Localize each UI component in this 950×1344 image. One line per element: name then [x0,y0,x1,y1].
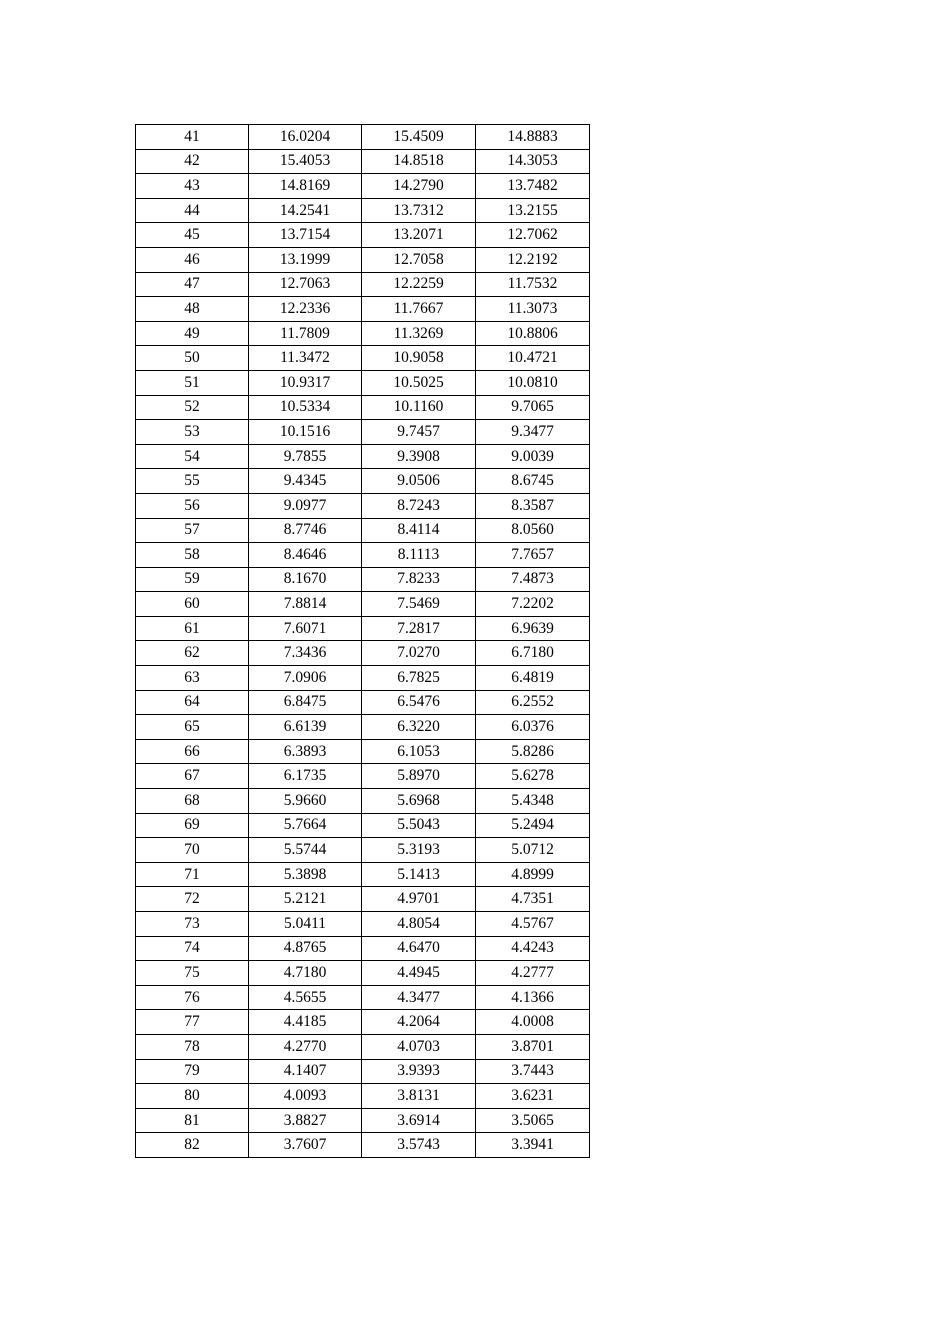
value-cell: 10.1516 [249,420,362,445]
value-cell: 7.3436 [249,641,362,666]
value-cell: 10.4721 [476,346,590,371]
value-cell: 14.8518 [362,149,476,174]
value-cell: 6.3220 [362,715,476,740]
value-cell: 15.4509 [362,125,476,150]
table-row [136,543,590,568]
value-cell: 7.2202 [476,592,590,617]
value-cell: 5.6968 [362,789,476,814]
row-index-cell: 79 [136,1059,249,1084]
table-row [136,912,590,937]
value-cell: 4.0008 [476,1010,590,1035]
value-cell: 4.1366 [476,985,590,1010]
value-cell: 4.2064 [362,1010,476,1035]
value-cell: 3.5065 [476,1108,590,1133]
value-cell: 5.4348 [476,789,590,814]
table-row [136,1133,590,1158]
row-index-cell: 63 [136,666,249,691]
value-cell: 9.7065 [476,395,590,420]
row-index-cell: 55 [136,469,249,494]
table-row [136,518,590,543]
table-row [136,1059,590,1084]
value-cell: 4.8054 [362,912,476,937]
value-cell: 4.8765 [249,936,362,961]
value-cell: 5.3193 [362,838,476,863]
value-cell: 5.2494 [476,813,590,838]
value-cell: 12.7063 [249,272,362,297]
value-cell: 4.1407 [249,1059,362,1084]
value-cell: 4.9701 [362,887,476,912]
row-index-cell: 42 [136,149,249,174]
table-row [136,1010,590,1035]
value-cell: 11.7532 [476,272,590,297]
table-row [136,838,590,863]
value-cell: 7.4873 [476,567,590,592]
value-cell: 3.7443 [476,1059,590,1084]
table-row [136,420,590,445]
value-cell: 10.9317 [249,370,362,395]
value-cell: 11.7667 [362,297,476,322]
row-index-cell: 48 [136,297,249,322]
value-cell: 5.0712 [476,838,590,863]
row-index-cell: 51 [136,370,249,395]
row-index-cell: 46 [136,247,249,272]
table-row [136,862,590,887]
table-row [136,813,590,838]
row-index-cell: 47 [136,272,249,297]
row-index-cell: 64 [136,690,249,715]
row-index-cell: 43 [136,174,249,199]
value-cell: 7.2817 [362,616,476,641]
value-cell: 14.8169 [249,174,362,199]
value-cell: 7.8233 [362,567,476,592]
table-row [136,961,590,986]
table-row [136,297,590,322]
value-cell: 4.5767 [476,912,590,937]
value-cell: 4.2770 [249,1034,362,1059]
value-cell: 7.0906 [249,666,362,691]
table-row [136,567,590,592]
value-cell: 5.0411 [249,912,362,937]
row-index-cell: 82 [136,1133,249,1158]
value-cell: 5.7664 [249,813,362,838]
value-cell: 5.9660 [249,789,362,814]
table-row [136,272,590,297]
row-index-cell: 72 [136,887,249,912]
row-index-cell: 59 [136,567,249,592]
row-index-cell: 75 [136,961,249,986]
value-cell: 9.7457 [362,420,476,445]
value-cell: 15.4053 [249,149,362,174]
table-row [136,247,590,272]
table-row [136,739,590,764]
value-cell: 9.4345 [249,469,362,494]
row-index-cell: 81 [136,1108,249,1133]
table-row [136,444,590,469]
value-cell: 10.0810 [476,370,590,395]
value-cell: 13.7312 [362,198,476,223]
value-cell: 12.2192 [476,247,590,272]
value-cell: 4.4945 [362,961,476,986]
table-row [136,346,590,371]
table-row [136,690,590,715]
value-cell: 3.9393 [362,1059,476,1084]
data-table [135,124,590,1158]
row-index-cell: 71 [136,862,249,887]
row-index-cell: 54 [136,444,249,469]
value-cell: 8.1113 [362,543,476,568]
value-cell: 13.7154 [249,223,362,248]
value-cell: 6.5476 [362,690,476,715]
value-cell: 4.4243 [476,936,590,961]
value-cell: 13.1999 [249,247,362,272]
value-cell: 4.3477 [362,985,476,1010]
row-index-cell: 52 [136,395,249,420]
value-cell: 11.3269 [362,321,476,346]
value-cell: 3.6231 [476,1084,590,1109]
value-cell: 4.2777 [476,961,590,986]
value-cell: 14.2541 [249,198,362,223]
table-body [136,125,590,1158]
row-index-cell: 45 [136,223,249,248]
value-cell: 5.5744 [249,838,362,863]
row-index-cell: 44 [136,198,249,223]
value-cell: 8.7746 [249,518,362,543]
value-cell: 6.2552 [476,690,590,715]
row-index-cell: 58 [136,543,249,568]
value-cell: 8.0560 [476,518,590,543]
table-row [136,936,590,961]
value-cell: 11.3472 [249,346,362,371]
row-index-cell: 67 [136,764,249,789]
value-cell: 6.9639 [476,616,590,641]
value-cell: 3.8701 [476,1034,590,1059]
value-cell: 9.0039 [476,444,590,469]
row-index-cell: 60 [136,592,249,617]
value-cell: 5.5043 [362,813,476,838]
table-row [136,641,590,666]
table-row [136,616,590,641]
value-cell: 7.8814 [249,592,362,617]
table-row [136,395,590,420]
table-row [136,789,590,814]
value-cell: 14.8883 [476,125,590,150]
table-row [136,149,590,174]
value-cell: 5.3898 [249,862,362,887]
value-cell: 8.1670 [249,567,362,592]
value-cell: 4.8999 [476,862,590,887]
table-row [136,174,590,199]
value-cell: 8.3587 [476,493,590,518]
value-cell: 4.7180 [249,961,362,986]
row-index-cell: 76 [136,985,249,1010]
value-cell: 3.3941 [476,1133,590,1158]
value-cell: 9.3477 [476,420,590,445]
value-cell: 6.8475 [249,690,362,715]
value-cell: 10.5334 [249,395,362,420]
value-cell: 13.2155 [476,198,590,223]
table-row [136,198,590,223]
value-cell: 4.5655 [249,985,362,1010]
table-row [136,469,590,494]
value-cell: 12.2336 [249,297,362,322]
table-row [136,985,590,1010]
value-cell: 3.8827 [249,1108,362,1133]
value-cell: 4.4185 [249,1010,362,1035]
value-cell: 12.7062 [476,223,590,248]
row-index-cell: 50 [136,346,249,371]
table-row [136,764,590,789]
row-index-cell: 68 [136,789,249,814]
row-index-cell: 56 [136,493,249,518]
row-index-cell: 74 [136,936,249,961]
value-cell: 5.2121 [249,887,362,912]
row-index-cell: 41 [136,125,249,150]
value-cell: 11.7809 [249,321,362,346]
value-cell: 7.7657 [476,543,590,568]
row-index-cell: 57 [136,518,249,543]
table-row [136,1034,590,1059]
value-cell: 7.5469 [362,592,476,617]
value-cell: 9.3908 [362,444,476,469]
row-index-cell: 69 [136,813,249,838]
table-row [136,715,590,740]
table-row [136,1084,590,1109]
table-row [136,223,590,248]
value-cell: 6.1053 [362,739,476,764]
table-row [136,887,590,912]
value-cell: 10.9058 [362,346,476,371]
value-cell: 3.7607 [249,1133,362,1158]
value-cell: 6.7180 [476,641,590,666]
row-index-cell: 49 [136,321,249,346]
row-index-cell: 77 [136,1010,249,1035]
value-cell: 16.0204 [249,125,362,150]
value-cell: 5.6278 [476,764,590,789]
value-cell: 4.0703 [362,1034,476,1059]
row-index-cell: 62 [136,641,249,666]
value-cell: 9.0977 [249,493,362,518]
value-cell: 6.1735 [249,764,362,789]
value-cell: 12.2259 [362,272,476,297]
value-cell: 6.6139 [249,715,362,740]
value-cell: 8.4114 [362,518,476,543]
value-cell: 14.2790 [362,174,476,199]
row-index-cell: 73 [136,912,249,937]
value-cell: 11.3073 [476,297,590,322]
value-cell: 5.1413 [362,862,476,887]
value-cell: 9.0506 [362,469,476,494]
value-cell: 4.7351 [476,887,590,912]
value-cell: 7.0270 [362,641,476,666]
value-cell: 12.7058 [362,247,476,272]
table-row [136,592,590,617]
table-row [136,125,590,150]
value-cell: 10.8806 [476,321,590,346]
row-index-cell: 65 [136,715,249,740]
value-cell: 6.0376 [476,715,590,740]
value-cell: 13.2071 [362,223,476,248]
table-row [136,1108,590,1133]
row-index-cell: 61 [136,616,249,641]
value-cell: 13.7482 [476,174,590,199]
row-index-cell: 80 [136,1084,249,1109]
row-index-cell: 78 [136,1034,249,1059]
table-row [136,370,590,395]
table-row [136,493,590,518]
table-row [136,321,590,346]
value-cell: 3.5743 [362,1133,476,1158]
value-cell: 3.8131 [362,1084,476,1109]
value-cell: 4.6470 [362,936,476,961]
value-cell: 14.3053 [476,149,590,174]
value-cell: 3.6914 [362,1108,476,1133]
value-cell: 5.8286 [476,739,590,764]
value-cell: 6.3893 [249,739,362,764]
value-cell: 8.6745 [476,469,590,494]
row-index-cell: 66 [136,739,249,764]
table-row [136,666,590,691]
value-cell: 10.5025 [362,370,476,395]
value-cell: 8.7243 [362,493,476,518]
value-cell: 5.8970 [362,764,476,789]
value-cell: 10.1160 [362,395,476,420]
value-cell: 6.7825 [362,666,476,691]
value-cell: 4.0093 [249,1084,362,1109]
row-index-cell: 53 [136,420,249,445]
row-index-cell: 70 [136,838,249,863]
value-cell: 9.7855 [249,444,362,469]
value-cell: 7.6071 [249,616,362,641]
value-cell: 8.4646 [249,543,362,568]
value-cell: 6.4819 [476,666,590,691]
